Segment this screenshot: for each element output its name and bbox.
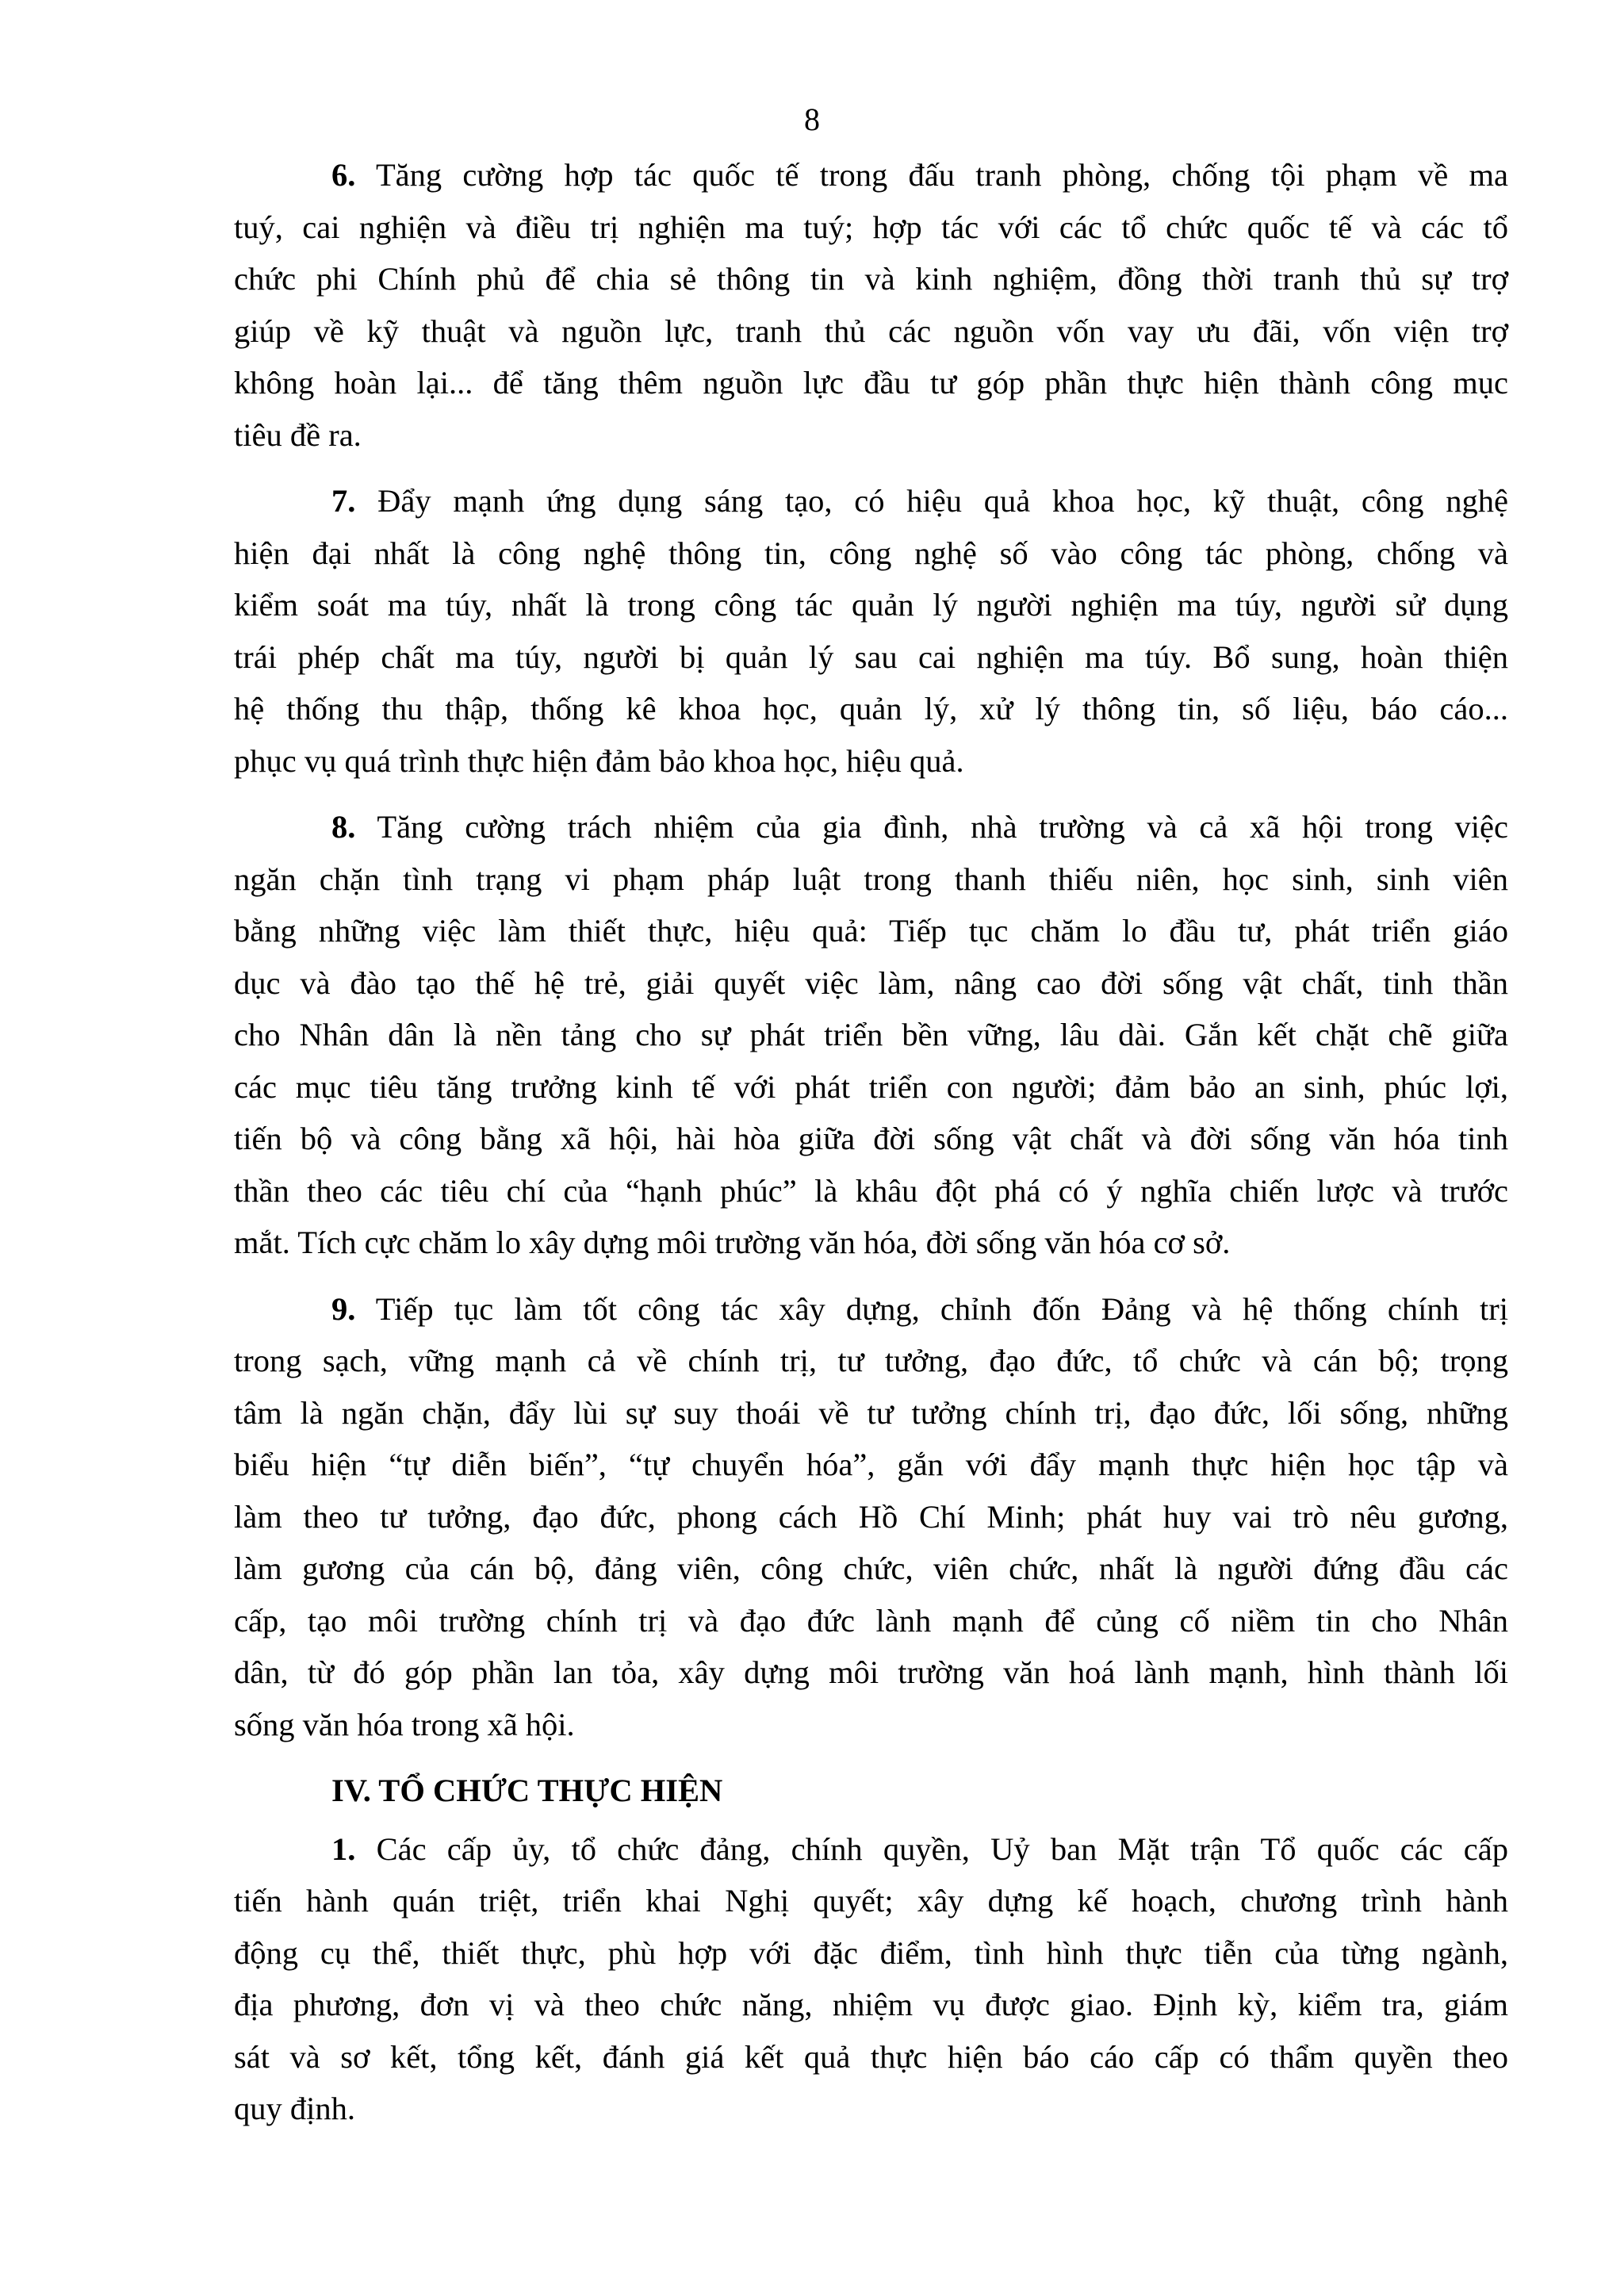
item-number: 6. xyxy=(331,157,356,193)
text-line: hiện đại nhất là công nghệ thông tin, công nghệ số vào công tác phòng, chống và xyxy=(234,535,1508,571)
text-line: địa phương, đơn vị và theo chức năng, nhiệm vụ được giao. Định kỳ, kiểm tra, giám xyxy=(234,1987,1508,2022)
paragraph-7 xyxy=(234,475,1508,787)
text-line: dục và đào tạo thế hệ trẻ, giải quyết việc làm, nâng cao đời sống vật chất, tinh thần xyxy=(234,964,1508,1001)
page-number: 8 xyxy=(804,102,820,137)
text-line: không hoàn lại... để tăng thêm nguồn lực đầu tư góp phần thực hiện thành công mục xyxy=(234,365,1508,401)
paragraph-iv-1 xyxy=(234,1823,1508,2135)
text-line: dân, từ đó góp phần lan tỏa, xây dựng môi trường văn hoá lành mạnh, hình thành lối xyxy=(234,1654,1508,1690)
paragraph-9 xyxy=(234,1283,1508,1751)
text-line: tiến hành quán triệt, triển khai Nghị quyết; xây dựng kế hoạch, chương trình hành xyxy=(234,1883,1508,1918)
text-line: bằng những việc làm thiết thực, hiệu quả: Tiếp tục chăm lo đầu tư, phát triển giáo xyxy=(234,913,1508,949)
paragraph-6 xyxy=(234,149,1508,461)
item-number: 9. xyxy=(331,1290,356,1327)
text-line: trong sạch, vững mạnh cả về chính trị, tư tưởng, đạo đức, tổ chức và cán bộ; trọng xyxy=(234,1343,1508,1378)
text-line: ngăn chặn tình trạng vi phạm pháp luật trong thanh thiếu niên, học sinh, sinh viên xyxy=(234,861,1508,897)
text-line: mắt. Tích cực chăm lo xây dựng môi trường văn hóa, đời sống văn hóa cơ sở. xyxy=(234,1225,1231,1260)
line-text: Tăng cường hợp tác quốc tế trong đấu tranh phòng, chống tội phạm về ma xyxy=(375,157,1508,193)
text-line: cấp, tạo môi trường chính trị và đạo đức lành mạnh để củng cố niềm tin cho Nhân xyxy=(234,1602,1508,1639)
document-body xyxy=(234,149,1508,2149)
text-line: trái phép chất ma túy, người bị quản lý sau cai nghiện ma túy. Bổ sung, hoàn thiện xyxy=(234,638,1508,675)
text-line: giúp về kỹ thuật và nguồn lực, tranh thủ các nguồn vốn vay ưu đãi, vốn viện trợ xyxy=(234,312,1508,349)
text-line: tuý, cai nghiện và điều trị nghiện ma tuý; hợp tác với các tổ chức quốc tế và các tổ xyxy=(234,209,1508,245)
text-line: quy định. xyxy=(234,2091,356,2126)
text-line: làm theo tư tưởng, đạo đức, phong cách Hồ Chí Minh; phát huy vai trò nêu gương, xyxy=(234,1498,1508,1535)
text-line: kiểm soát ma túy, nhất là trong công tác quản lý người nghiện ma túy, người sử dụng xyxy=(234,587,1508,623)
text-line: hệ thống thu thập, thống kê khoa học, quản lý, xử lý thông tin, số liệu, báo cáo... xyxy=(234,691,1508,726)
text-line: các mục tiêu tăng trưởng kinh tế với phát triển con người; đảm bảo an sinh, phúc lợi, xyxy=(234,1068,1508,1105)
line-text: Tăng cường trách nhiệm của gia đình, nhà trường và cả xã hội trong việc xyxy=(377,809,1508,845)
text-line: biểu hiện “tự diễn biến”, “tự chuyển hóa”, gắn với đẩy mạnh thực hiện học tập và xyxy=(234,1447,1508,1482)
text-line xyxy=(234,801,1508,853)
text-line: chức phi Chính phủ để chia sẻ thông tin và kinh nghiệm, đồng thời tranh thủ sự trợ xyxy=(234,261,1508,297)
text-line xyxy=(234,149,1508,201)
line-text: Tiếp tục làm tốt công tác xây dựng, chỉnh đốn Đảng và hệ thống chính trị xyxy=(375,1290,1508,1327)
text-line: tiêu đề ra. xyxy=(234,416,362,453)
text-line: động cụ thể, thiết thực, phù hợp với đặc điểm, tình hình thực tiễn của từng ngành, xyxy=(234,1934,1508,1971)
line-text: Các cấp ủy, tổ chức đảng, chính quyền, Uỷ ban Mặt trận Tổ quốc các cấp xyxy=(376,1830,1508,1867)
text-line: thần theo các tiêu chí của “hạnh phúc” là khâu đột phá có ý nghĩa chiến lược và trước xyxy=(234,1172,1508,1209)
text-line: sống văn hóa trong xã hội. xyxy=(234,1706,575,1742)
paragraph-8 xyxy=(234,801,1508,1269)
text-line: cho Nhân dân là nền tảng cho sự phát triển bền vững, lâu dài. Gắn kết chặt chẽ giữa xyxy=(234,1017,1508,1052)
text-line xyxy=(234,1283,1508,1336)
line-text: Đẩy mạnh ứng dụng sáng tạo, có hiệu quả khoa học, kỹ thuật, công nghệ xyxy=(377,483,1509,519)
item-number: 8. xyxy=(331,809,356,845)
item-number: 1. xyxy=(331,1830,356,1867)
section-heading: IV. TỔ CHỨC THỰC HIỆN xyxy=(331,1773,723,1808)
text-line xyxy=(234,1823,1508,1876)
item-number: 7. xyxy=(331,483,356,519)
text-line: sát và sơ kết, tổng kết, đánh giá kết quả thực hiện báo cáo cấp có thẩm quyền theo xyxy=(234,2038,1508,2075)
text-line xyxy=(234,475,1508,527)
text-line: làm gương của cán bộ, đảng viên, công chức, viên chức, nhất là người đứng đầu các xyxy=(234,1550,1508,1586)
text-line: phục vụ quá trình thực hiện đảm bảo khoa học, hiệu quả. xyxy=(234,742,964,779)
text-line: tiến bộ và công bằng xã hội, hài hòa giữa đời sống vật chất và đời sống văn hóa tinh xyxy=(234,1121,1508,1156)
text-line: tâm là ngăn chặn, đẩy lùi sự suy thoái về tư tưởng chính trị, đạo đức, lối sống, những xyxy=(234,1394,1508,1431)
